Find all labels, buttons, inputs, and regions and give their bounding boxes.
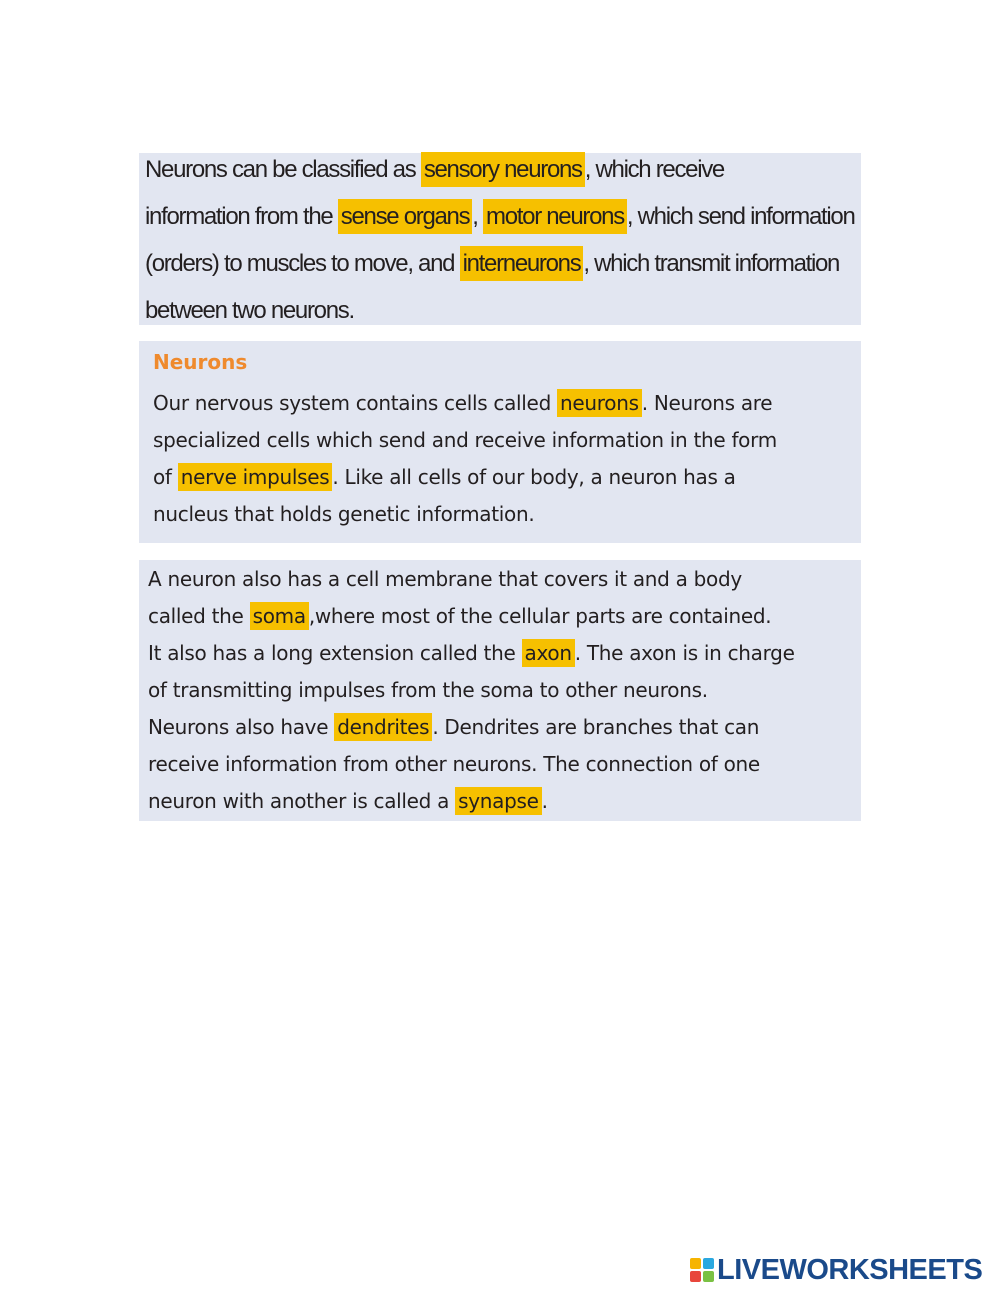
logo-text: LIVEWORKSHEETS	[717, 1253, 983, 1286]
text-segment: . Neurons are	[641, 391, 773, 415]
text-segment: Neurons also have	[148, 715, 335, 739]
text-line	[148, 783, 861, 820]
text-segment: . Dendrites are branches that can	[432, 715, 760, 739]
text-segment: neuron with another is called a	[148, 789, 456, 813]
text-segment: Neurons can be classified as	[145, 156, 421, 183]
text-segment: between two neurons.	[145, 297, 354, 324]
text-segment: A neuron also has a cell membrane that covers it and a body	[148, 567, 742, 591]
text-segment: . The axon is in charge	[574, 641, 795, 665]
text-line	[145, 247, 861, 294]
text-segment: , which transmit information	[583, 250, 840, 277]
logo-grid-icon	[690, 1258, 714, 1282]
text-segment: ,	[472, 203, 484, 230]
text-line	[148, 635, 861, 672]
text-line	[148, 709, 861, 746]
highlighted-term: axon	[522, 639, 575, 667]
classification-panel	[139, 153, 861, 325]
logo-cell	[703, 1258, 714, 1269]
highlighted-term: sensory neurons	[421, 152, 585, 187]
text-segment: It also has a long extension called the	[148, 641, 522, 665]
text-segment: specialized cells which send and receive information in the form	[153, 428, 777, 452]
text-line	[153, 496, 861, 533]
highlighted-term: sense organs	[338, 199, 473, 234]
text-line	[145, 153, 861, 200]
section-title: Neurons	[153, 350, 248, 374]
text-segment: . Like all cells of our body, a neuron has a	[332, 465, 736, 489]
text-segment: nucleus that holds genetic information.	[153, 502, 535, 526]
text-segment: information from the	[145, 203, 338, 230]
text-segment: Our nervous system contains cells called	[153, 391, 558, 415]
highlighted-term: synapse	[455, 787, 542, 815]
highlighted-term: neurons	[557, 389, 642, 417]
text-segment: called the	[148, 604, 250, 628]
text-line	[145, 294, 861, 341]
highlighted-term: dendrites	[334, 713, 432, 741]
highlighted-term: interneurons	[460, 246, 584, 281]
text-line	[148, 672, 861, 709]
text-line	[153, 422, 861, 459]
text-segment: of	[153, 465, 178, 489]
neuron-parts-panel	[139, 560, 861, 821]
logo-cell	[690, 1271, 701, 1282]
highlighted-term: soma	[250, 602, 309, 630]
logo-cell	[690, 1258, 701, 1269]
text-segment: receive information from other neurons. The connection of one	[148, 752, 760, 776]
text-segment: , which send information	[626, 203, 855, 230]
text-segment: .	[541, 789, 548, 813]
text-line	[145, 200, 861, 247]
logo-cell	[703, 1271, 714, 1282]
neurons-panel	[139, 341, 861, 543]
text-line	[153, 459, 861, 496]
text-line	[148, 746, 861, 783]
text-segment: of transmitting impulses from the soma to other neurons.	[148, 678, 708, 702]
highlighted-term: motor neurons	[483, 199, 627, 234]
text-segment: , which receive	[584, 156, 724, 183]
highlighted-term: nerve impulses	[178, 463, 333, 491]
text-segment: (orders) to muscles to move, and	[145, 250, 460, 277]
text-line	[153, 385, 861, 422]
liveworksheets-logo	[690, 1254, 982, 1286]
text-segment: ,where most of the cellular parts are contained.	[308, 604, 772, 628]
text-line	[148, 598, 861, 635]
text-line	[148, 561, 861, 598]
